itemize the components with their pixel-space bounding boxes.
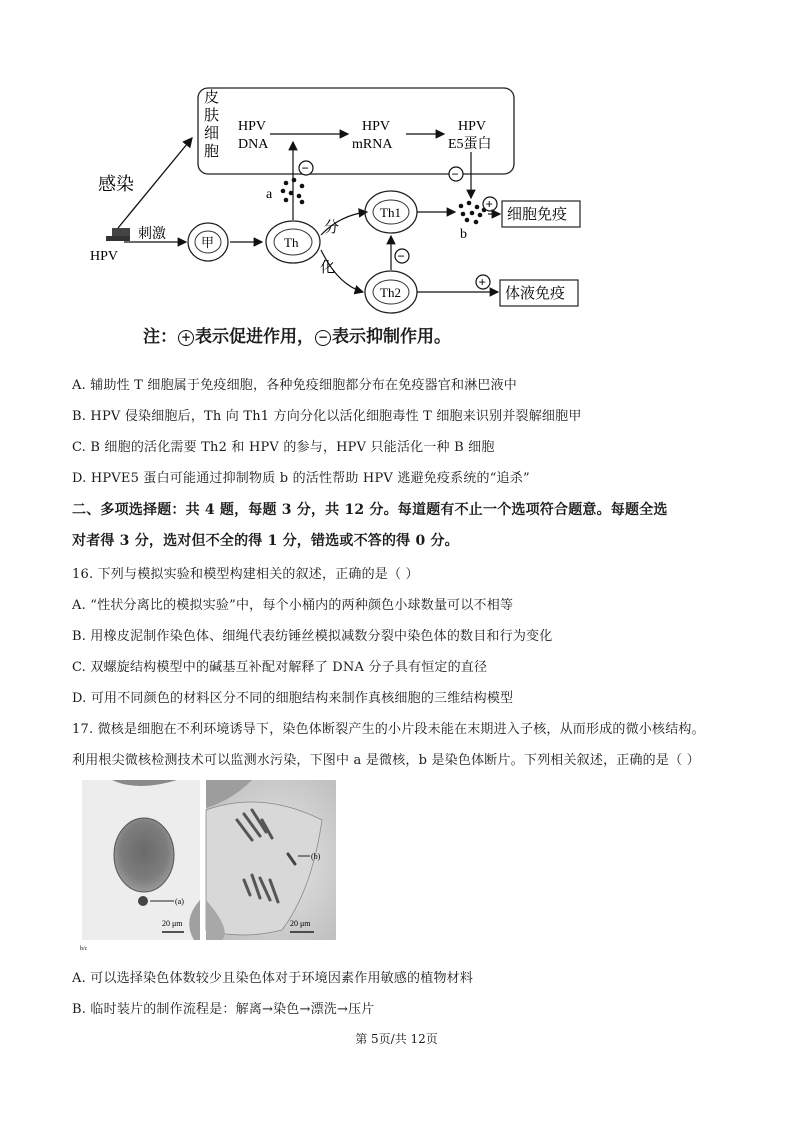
minus-symbol-icon: − [315, 330, 331, 346]
q16-option-b: B. 用橡皮泥制作染色体、细绳代表纺锤丝模拟减数分裂中染色体的数目和行为变化 [72, 629, 553, 644]
note-plus-text: 表示促进作用， [195, 327, 314, 347]
label-b: (b) [311, 852, 321, 861]
page-footer: 第 5页/共 12页 [355, 1032, 438, 1046]
hpv-immune-diagram [80, 80, 600, 360]
skin-cell-label-char: 胞 [204, 144, 220, 160]
svg-text:+: + [478, 274, 486, 290]
skin-cell-label-char: 皮 [204, 90, 220, 106]
hpv-e5-label-2: E5蛋白 [448, 137, 492, 152]
differentiate-label-1: 分 [324, 220, 340, 236]
q17-option-b: B. 临时装片的制作流程是：解离→染色→漂洗→压片 [72, 1002, 375, 1017]
cell-immunity-label: 细胞免疫 [507, 207, 568, 223]
humoral-immunity-label: 体液免疫 [505, 286, 566, 302]
skin-cell-label-char: 细 [204, 126, 220, 142]
micronucleus-micrograph [82, 780, 336, 950]
q17-stem-line2: 利用根尖微核检测技术可以监测水污染，下图中 a 是微核，b 是染色体断片。下列相关叙述，正确的是（ ） [72, 753, 700, 768]
section2-heading-line1: 二、多项选择题：共 4 题，每题 3 分，共 12 分。每道题有不止一个选项符合题意。每题全选 [72, 502, 668, 518]
section2-heading-line2: 对者得 3 分，选对但不全的得 1 分，错选或不答的得 0 分。 [72, 533, 459, 549]
q16-option-a: A. “性状分离比的模拟实验”中，每个小桶内的两种颜色小球数量可以不相等 [72, 598, 514, 613]
q16-option-c: C. 双螺旋结构模型中的碱基互补配对解释了 DNA 分子具有恒定的直径 [72, 660, 488, 675]
note-minus-text: 表示抑制作用。 [332, 327, 451, 347]
label-a: (a) [175, 897, 184, 906]
hpv-mrna-label-1: HPV [362, 119, 391, 134]
stimulate-label: 刺激 [138, 227, 166, 242]
hpv-icon [112, 228, 130, 237]
q16-stem: 16. 下列与模拟实验和模型构建相关的叙述，正确的是（ ） [72, 567, 419, 582]
micronucleus-a [138, 896, 148, 906]
q15-option-c: C. B 细胞的活化需要 Th2 和 HPV 的参与，HPV 只能活化一种 B 细胞 [72, 440, 495, 455]
cell-th-label: Th [284, 235, 299, 250]
note-prefix: 注： [143, 327, 177, 347]
substance-b-dots [459, 201, 487, 225]
hpv-dna-label-1: HPV [238, 119, 267, 134]
differentiate-label-2: 化 [320, 260, 336, 276]
cell-th2-label: Th2 [380, 285, 401, 300]
svg-text:−: − [397, 248, 405, 264]
hpv-label: HPV [90, 249, 119, 264]
q15-option-a: A. 辅助性 T 细胞属于免疫细胞，各种免疫细胞都分布在免疫器官和淋巴液中 [72, 378, 517, 393]
q15-option-b: B. HPV 侵染细胞后，Th 向 Th1 方向分化以活化细胞毒性 T 细胞来识别并裂解细胞甲 [72, 409, 582, 424]
hpv-dna-label-2: DNA [238, 137, 269, 152]
figure-corner-label: b/c [80, 946, 88, 952]
hpv-mrna-label-2: mRNA [352, 137, 393, 152]
plus-symbol-icon: + [178, 330, 194, 346]
svg-text:−: − [451, 166, 459, 182]
cell-th1-label: Th1 [380, 205, 401, 220]
substance-a-label: a [266, 187, 273, 202]
q16-option-d: D. 可用不同颜色的材料区分不同的细胞结构来制作真核细胞的三维结构模型 [72, 691, 514, 706]
hpv-e5-label-1: HPV [458, 119, 487, 134]
q15-option-d: D. HPVE5 蛋白可能通过抑制物质 b 的活性帮助 HPV 逃避免疫系统的“追杀” [72, 471, 530, 486]
skin-cell-label-char: 肤 [204, 108, 220, 124]
cell-jia-label: 甲 [201, 235, 215, 250]
q17-stem-line1: 17. 微核是细胞在不利环境诱导下，染色体断裂产生的小片段未能在末期进入子核，从而形成的微小核结构。 [72, 722, 705, 737]
scale-right: 20 μm [290, 919, 311, 928]
scale-left: 20 μm [162, 919, 183, 928]
skin-cell-label [204, 89, 219, 160]
infect-label: 感染 [98, 174, 134, 194]
substance-b-label: b [460, 227, 467, 242]
svg-text:−: − [301, 160, 309, 176]
svg-text:+: + [485, 196, 493, 212]
q17-option-a: A. 可以选择染色体数较少且染色体对于环境因素作用敏感的植物材料 [72, 971, 474, 986]
diagram-note [143, 322, 451, 347]
